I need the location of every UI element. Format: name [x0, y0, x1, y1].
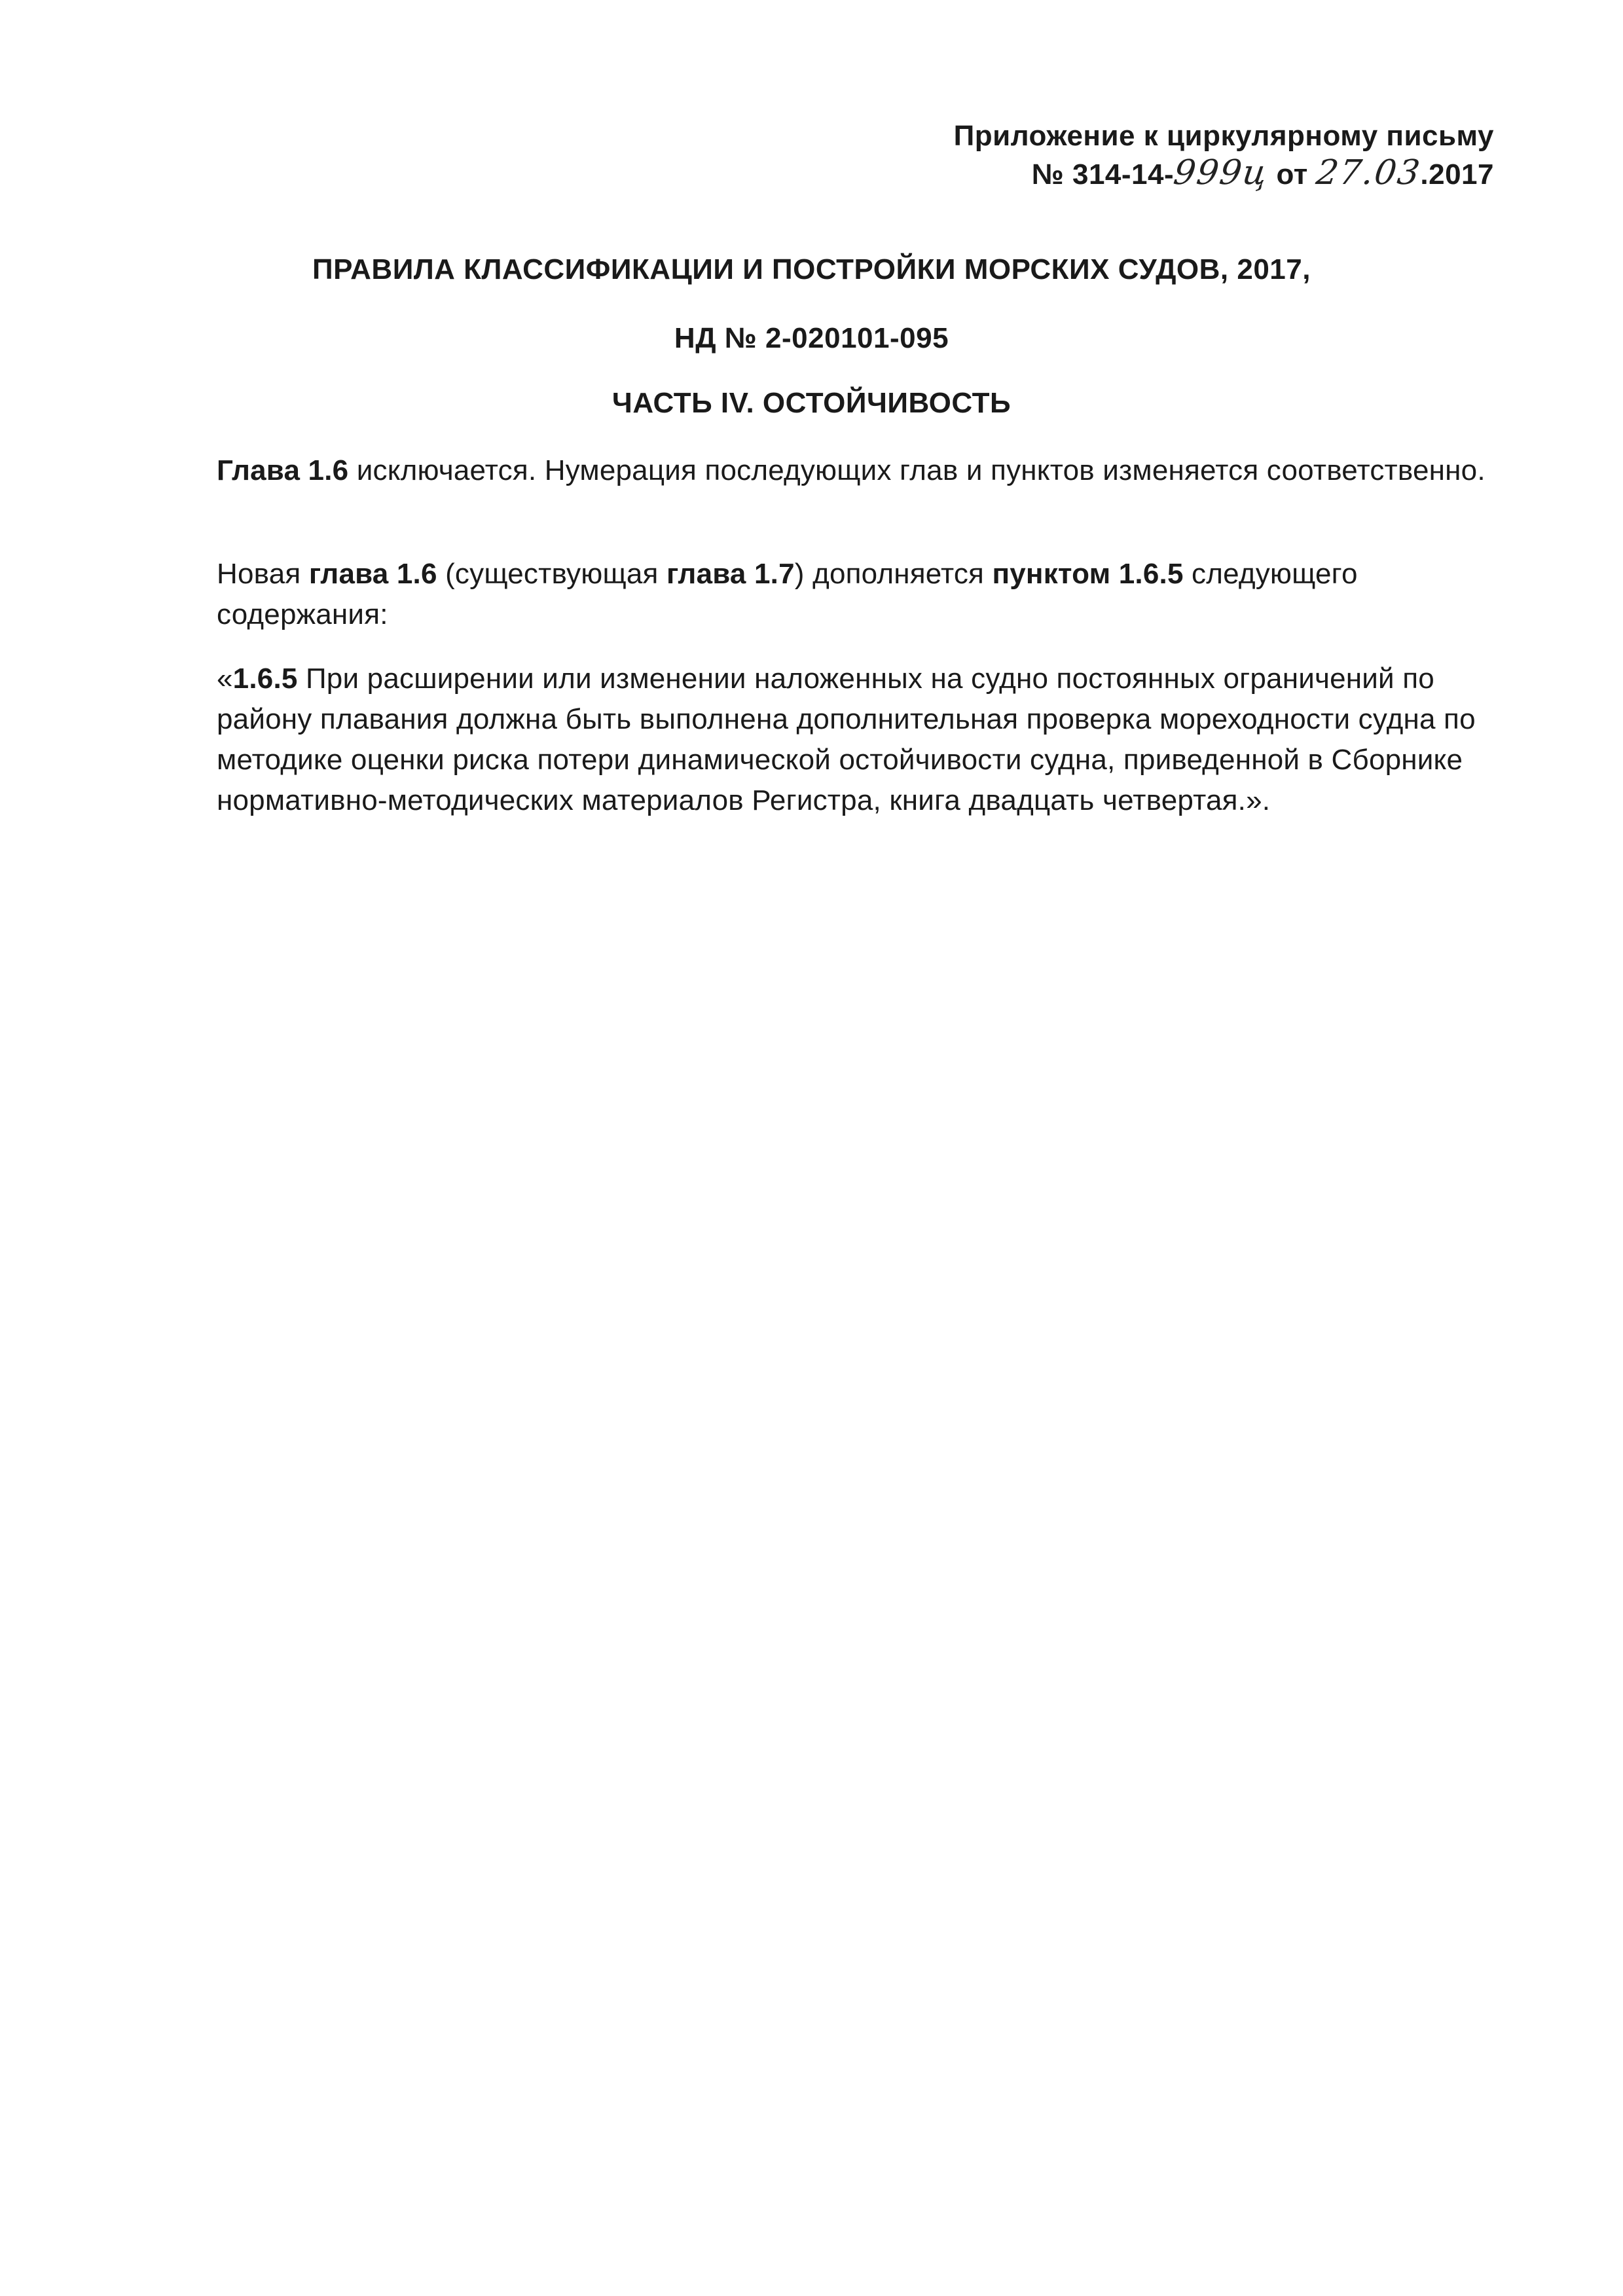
chapter-reference: Глава 1.6 — [217, 454, 349, 486]
part-title: ЧАСТЬ IV. ОСТОЙЧИВОСТЬ — [611, 387, 1012, 419]
open-quote: « — [217, 663, 233, 695]
text-segment: следующего содержания: — [217, 558, 1358, 630]
text-segment: (существующая — [437, 558, 666, 590]
paragraph-item-1-6-5 — [217, 659, 1500, 821]
date-year: .2017 — [1420, 158, 1494, 191]
appendix-title: Приложение к циркулярному письму — [953, 120, 1494, 152]
paragraph-text: исключается. Нумерация последующих глав и пунктов изменяется соответственно. — [348, 454, 1486, 486]
rules-title: ПРАВИЛА КЛАССИФИКАЦИИ И ПОСТРОЙКИ МОРСКИХ СУДОВ, 2017, — [312, 253, 1311, 285]
handwritten-letter-number: 999ц — [1171, 153, 1271, 192]
document-number: НД № 2-020101-095 — [674, 322, 949, 354]
paragraph-chapter-excluded — [217, 450, 1500, 491]
item-number: 1.6.5 — [232, 663, 298, 695]
chapter-reference: глава 1.6 — [308, 558, 437, 590]
date-prefix: от — [1276, 158, 1308, 191]
appendix-reference — [954, 155, 1494, 193]
text-segment: Новая — [217, 558, 309, 590]
handwritten-date: 27.03 — [1313, 153, 1423, 192]
text-segment: ) дополняется — [794, 558, 993, 590]
item-reference: пунктом 1.6.5 — [992, 558, 1184, 590]
paragraph-text: При расширении или изменении наложенных на судно постоянных ограничений по району плавания должна быть выполнена дополнительная проверка мореходности судна по методике оценки риска потери динамической остойчивости судна, приведенной в Сборнике нормативно-методических материалов Регистра, книга двадцать четвертая.». — [217, 663, 1476, 816]
paragraph-new-chapter — [217, 554, 1500, 635]
appendix-header — [954, 118, 1494, 193]
letter-number-prefix: № 314-14- — [1031, 158, 1175, 191]
chapter-reference: глава 1.7 — [666, 558, 795, 590]
